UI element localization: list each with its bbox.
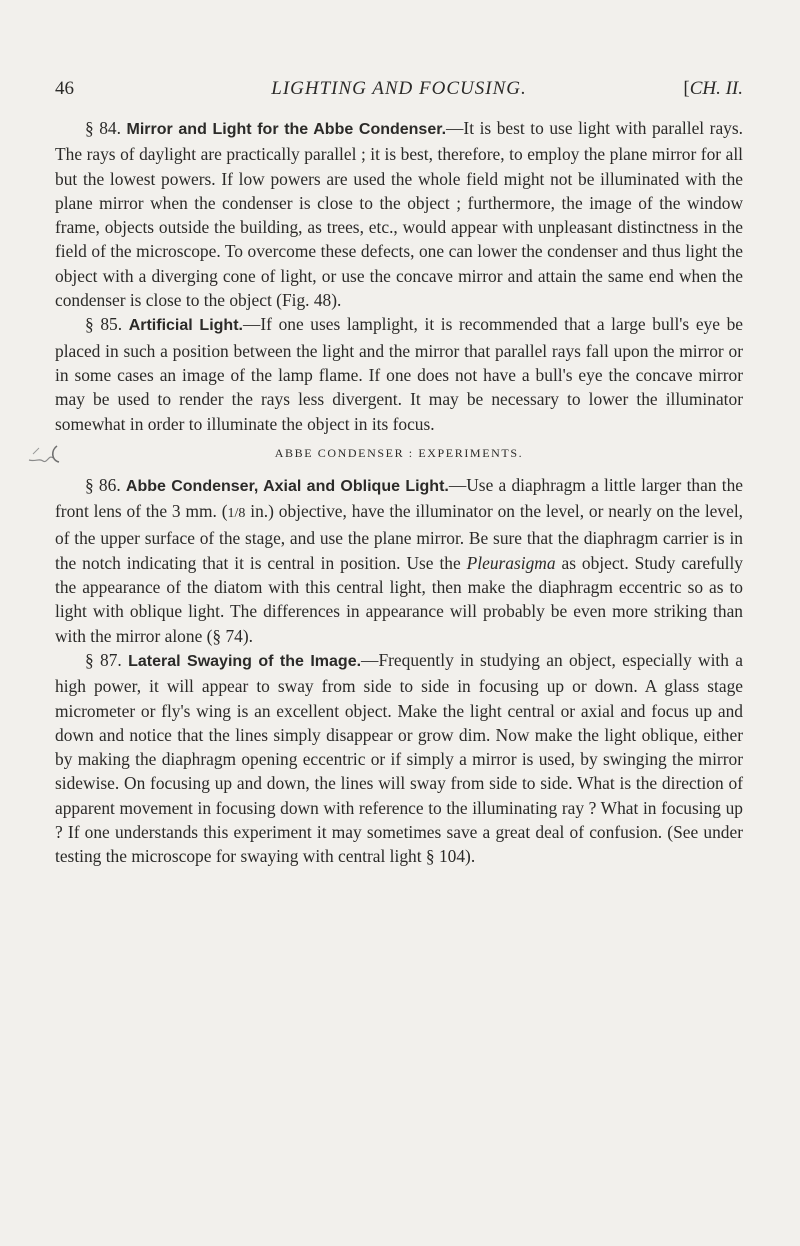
section-number: § 85.	[85, 314, 123, 335]
paragraph-text: —Frequently in studying an object, especially with a high power, it will appear to sway from side to side in focusing up or down. A glass stage micrometer or fly's wing is an excellent object. Make the light central or axial and focus up and down and notice that the lines simply disappear or grow dim. Now make the light oblique, either by making the diaphragm opening eccentric or if simply a mirror is used, by swinging the mirror sidewise. On focusing up and down, the lines will sway from side to side. What is the direction of apparent movement in focusing down with reference to the illuminating ray ? What in focusing up ? If one understands this experiment it may sometimes save a great deal of confusion. (See under testing the microscope for swaying with central light § 104).	[55, 649, 744, 867]
paragraph-text-a: —Use a diaphragm a little larger than the front lens of the 3 mm. (	[55, 474, 743, 522]
book-page	[55, 78, 743, 869]
running-title: LIGHTING AND FOCUSING.	[271, 78, 527, 99]
paragraph-heading: Artificial Light.	[128, 317, 243, 335]
paragraph-84	[55, 116, 743, 312]
paragraph-86	[55, 473, 743, 648]
chapter-bracket: [	[683, 78, 690, 99]
paragraph-text: —It is best to use light with parallel rays. The rays of daylight are practically parallel ; it is best, therefore, to employ the plane mirror for all but the lowest powers. If low powers are used the whole field might not be illuminated with the plane mirror when the condenser is close to the object ; furthermore, the image of the window frame, objects outside the building, as trees, etc., would appear with unpleasant distinctness in the field of the microscope. To overcome these defects, one can lower the condenser and thus light the object with a diverging cone of light, or use the concave mirror and attain the same end when the condenser is close to the object (Fig. 48).	[55, 118, 743, 311]
paragraph-text: —If one uses lamplight, it is recommended that a large bull's eye be placed in such a position between the light and the mirror that parallel rays fall upon the mirror or in some cases an image of the lamp flame. If one does not have a bull's eye the concave mirror may be used to render the rays less divergent. It may be necessary to lower the illuminator somewhat in order to illuminate the object in its focus.	[55, 314, 743, 434]
paragraph-87	[55, 648, 743, 869]
fraction: 1/8	[227, 506, 246, 522]
section-number: § 86.	[85, 474, 121, 495]
chapter-label: CH. II.	[689, 78, 743, 99]
section-number: § 84.	[85, 118, 121, 138]
running-head	[55, 78, 743, 108]
section-number: § 87.	[85, 649, 122, 670]
chapter-reference	[683, 78, 743, 100]
paragraph-heading: Abbe Condenser, Axial and Oblique Light.	[125, 477, 449, 495]
paragraph-heading: Lateral Swaying of the Image.	[128, 652, 362, 670]
page-number: 46	[55, 78, 74, 99]
section-title-text: ABBE CONDENSER : EXPERIMENTS.	[274, 445, 524, 460]
paragraph-text-c: as object. Study carefully the appearance of the diatom with this central light, then make the diaphragm eccentric so as to light with oblique light. The differences in appearance will probably be even more striking than with the mirror alone (§ 74).	[55, 552, 744, 646]
paragraph-85	[55, 312, 743, 435]
paragraph-heading: Mirror and Light for the Abbe Condenser.	[126, 121, 447, 138]
section-title	[55, 446, 743, 461]
species-name: Pleurasigma	[466, 552, 556, 573]
pencil-mark-icon	[27, 440, 91, 468]
paragraph-text-b: in.) objective, have the illuminator on the level, or nearly on the level, of the upper surface of the stage, and use the plane mirror. Be sure that the diaphragm carrier is in the notch indicating that it is central in position. Use the	[55, 501, 743, 573]
